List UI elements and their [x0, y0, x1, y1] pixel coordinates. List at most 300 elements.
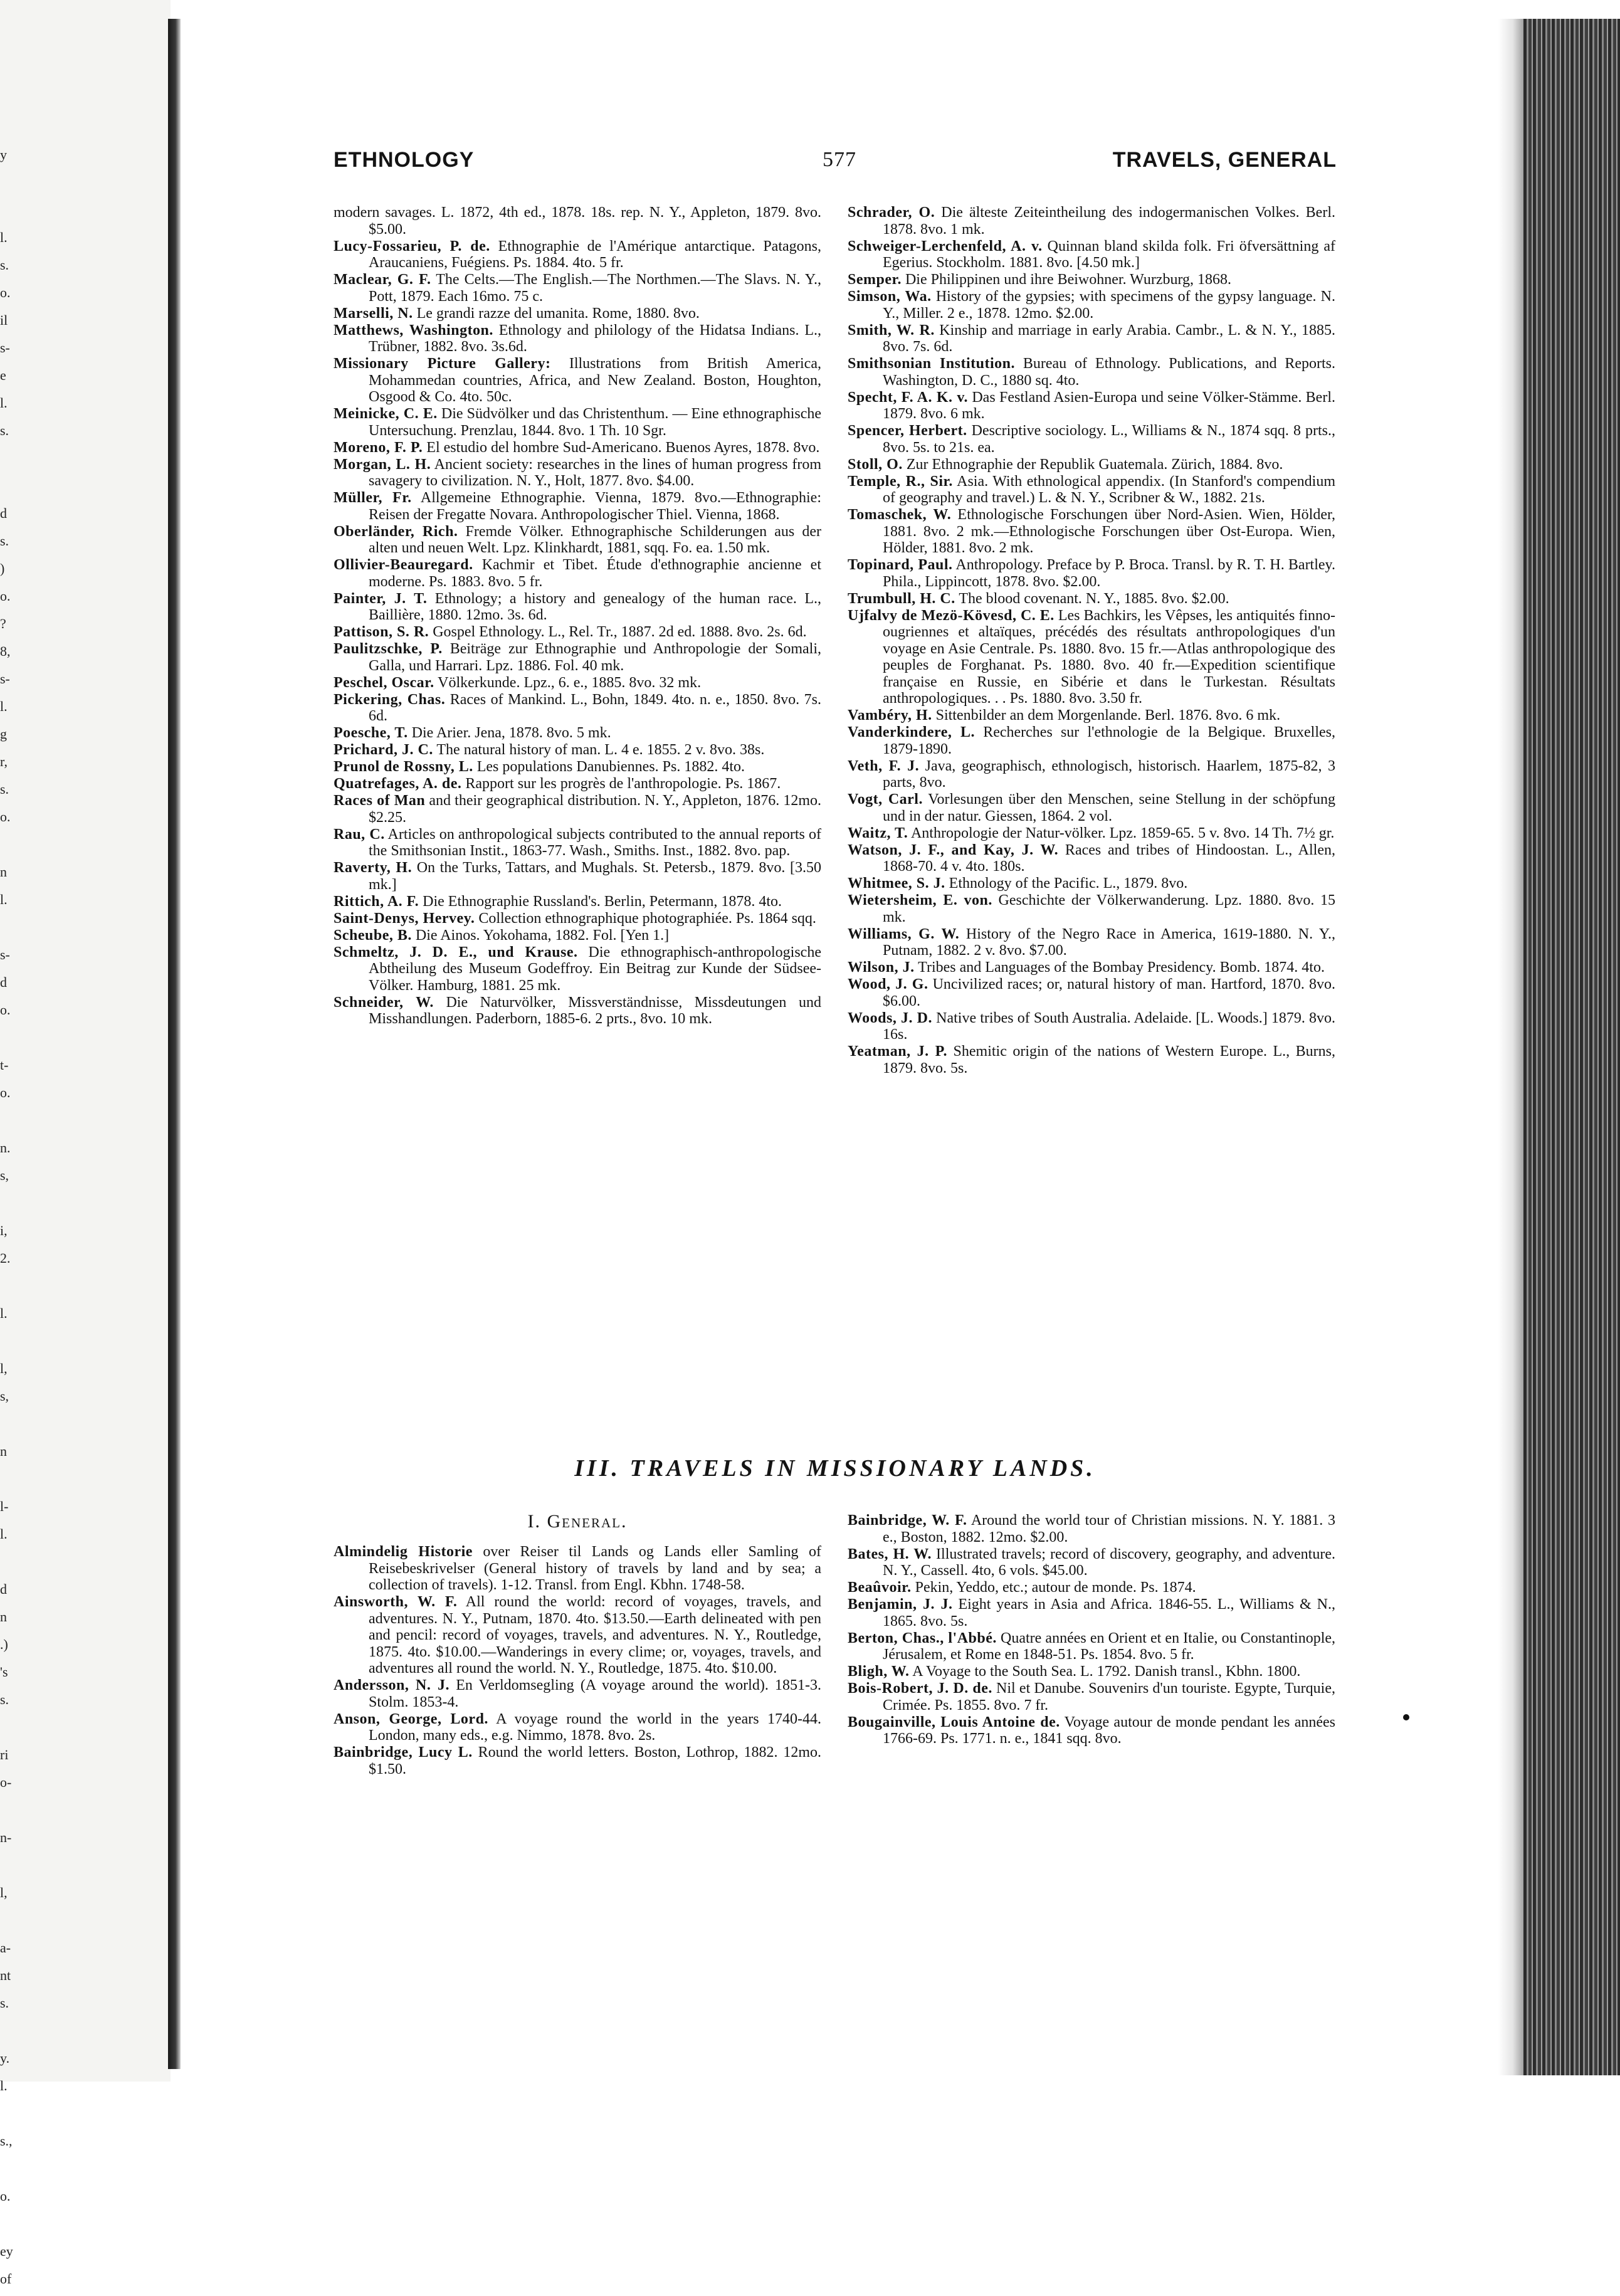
facing-page-fragment: n. [0, 1140, 11, 1156]
entry-text: Eight years in Asia and Africa. 1846-55. L., Williams & N., 1865. 8vo. 5s. [883, 1596, 1336, 1630]
entry-text: Vorlesungen über den Menschen, seine Stellung in der schöpfung und in der natur. Giessen, 1864. 2 vol. [883, 791, 1335, 824]
bibliography-entry [848, 288, 1335, 322]
entry-text: Die ethnographisch-anthropologische Abtheilung des Museum Godeffroy. Ein Beitrag zur Kunde der Südsee-Völker. Hamburg, 1881. 25 mk. [369, 944, 821, 994]
entry-author: Tomaschek, W. [848, 507, 952, 523]
facing-page-fragment: i, [0, 1223, 8, 1238]
bibliography-entry [334, 271, 821, 305]
bibliography-entry [334, 238, 821, 271]
entry-author: Meinicke, C. E. [334, 406, 438, 422]
entry-author: Wood, J. G. [848, 976, 928, 993]
entry-text: Die Ainos. Yokohama, 1882. Fol. [Yen 1.] [411, 927, 670, 944]
facing-page-fragment [0, 2103, 19, 2130]
entry-author: Quatrefages, A. de. [334, 776, 462, 792]
facing-page-edge [0, 0, 171, 2082]
entry-author: Schrader, O. [848, 204, 935, 221]
bibliography-entry [848, 1596, 1335, 1630]
facing-page-fragment: o. [0, 809, 11, 824]
entry-text: Anthropology. Preface by P. Broca. Transl. by R. T. H. Bartley. Phila., Lippincott, 1878. 8vo. $2.00. [883, 557, 1335, 590]
entry-author: Anson, George, Lord. [334, 1710, 488, 1727]
entry-text: Die Philippinen und ihre Beiwohner. Wurzburg, 1868. [901, 271, 1232, 288]
facing-page-fragment: o. [0, 285, 11, 300]
entry-text: Ethnologische Forschungen über Nord-Asien. Wien, Hölder, 1881. 8vo. 2 mk.—Ethnologische Forschungen über Ost-Europa. Wien, Hölder, 1881. 8vo. 2 mk. [883, 507, 1335, 556]
bibliography-entry [334, 456, 821, 490]
bibliography-entry [334, 860, 821, 893]
facing-page-fragment: s, [0, 1388, 9, 1404]
bibliography-entry [848, 842, 1335, 875]
entry-text: A voyage round the world in the years 1740-44. London, many eds., e.g. Nimmo, 1878. 8vo. 2s. [369, 1710, 822, 1744]
facing-page-fragment: 2. [0, 1250, 11, 1266]
entry-author: Smithsonian Institution. [848, 355, 1015, 372]
entry-text: Ethnology; a history and genealogy of the human race. L., Baillière, 1880. 12mo. 3s. 6d. [369, 590, 821, 623]
entry-text: Les populations Danubiennes. Ps. 1882. 4to. [473, 759, 745, 775]
bibliography-entry [334, 204, 821, 238]
facing-page-fragment: .) [0, 1636, 8, 1652]
bibliography-entry [848, 1680, 1335, 1714]
facing-page-fragment [0, 1855, 19, 1882]
facing-page-fragment [0, 475, 19, 503]
bibliography-entry [848, 707, 1335, 724]
bibliography-entry [334, 1594, 821, 1677]
facing-page-fragment: e [0, 367, 6, 383]
entry-text: Gospel Ethnology. L., Rel. Tr., 1887. 2d ed. 1888. 8vo. 2s. 6d. [429, 624, 807, 640]
entry-author: Prunol de Rossny, L. [334, 759, 473, 775]
facing-page-fragment: n- [0, 1830, 12, 1845]
facing-page-fragment [0, 834, 19, 861]
bibliography-entry [848, 976, 1335, 1009]
facing-page-fragment: o. [0, 2188, 11, 2204]
bibliography-entry [334, 759, 821, 776]
entry-text: Das Festland Asien-Europa und seine Völker-Stämme. Berl. 1879. 8vo. 6 mk. [883, 389, 1335, 422]
entry-text: El estudio del hombre Sud-Americano. Buenos Ayres, 1878. 8vo. [423, 439, 820, 456]
facing-page-fragment: 's [0, 1664, 8, 1680]
running-head-right: TRAVELS, GENERAL [1112, 148, 1337, 172]
bibliography-entry [334, 490, 821, 523]
entry-author: Spencer, Herbert. [848, 423, 967, 439]
facing-page-fragment: 8, [0, 643, 11, 659]
entry-author: Specht, F. A. K. v. [848, 389, 968, 406]
margin-dot [1403, 1714, 1409, 1720]
entry-text: Kinship and marriage in early Arabia. Cambr., L. & N. Y., 1885. 8vo. 7s. 6d. [883, 322, 1336, 355]
bibliography-entry [334, 322, 821, 355]
entry-text: The blood covenant. N. Y., 1885. 8vo. $2.00. [955, 590, 1229, 607]
bibliography-entry [334, 793, 821, 826]
entry-author: Maclear, G. F. [334, 271, 431, 288]
entry-author: Bois-Robert, J. D. de. [848, 1680, 992, 1697]
entry-text: Allgemeine Ethnographie. Vienna, 1879. 8vo.—Ethnographie: Reisen der Fregatte Novara. Anthropologischer Thiel. Vienna, 1868. [369, 490, 821, 523]
bibliography-entry [848, 507, 1335, 557]
entry-author: Vambéry, H. [848, 707, 932, 724]
entry-text: Illustrations from British America, Mohammedan countries, Africa, and New Zealand. Boston, Houghton, Osgood & Co. 4to. 50c. [369, 355, 821, 405]
entry-author: Trumbull, H. C. [848, 590, 955, 607]
entry-text: Illustrated travels; record of discovery, geography, and adventure. N. Y., Cassell. 4to, 6 vols. $45.00. [883, 1546, 1335, 1579]
entry-author: Whitmee, S. J. [848, 875, 945, 892]
entry-author: Raverty, H. [334, 860, 413, 876]
entry-text: modern savages. L. 1872, 4th ed., 1878. 18s. rep. N. Y., Appleton, 1879. 8vo. $5.00. [334, 204, 821, 238]
bibliography-entry [848, 1010, 1335, 1043]
entry-text: Collection ethnographique photographiée. Ps. 1864 sqq. [475, 910, 816, 927]
facing-page-fragment: l. [0, 1526, 8, 1542]
entry-text: Zur Ethnographie der Republik Guatemala. Zürich, 1884. 8vo. [902, 456, 1283, 473]
bibliography-entry [848, 204, 1335, 238]
entry-author: Woods, J. D. [848, 1009, 932, 1026]
entry-author: Smith, W. R. [848, 322, 935, 339]
entry-text: Around the world tour of Christian missions. N. Y. 1881. 3 e., Boston, 1882. 12mo. $2.00. [883, 1512, 1335, 1546]
entry-text: and their geographical distribution. N. Y., Appleton, 1876. 12mo. $2.25. [369, 793, 821, 826]
facing-page-fragment: ri [0, 1747, 9, 1762]
entry-author: Waitz, T. [848, 824, 908, 841]
bibliography-entry [848, 724, 1335, 757]
bibliography-entry [334, 692, 821, 725]
entry-author: Peschel, Oscar. [334, 674, 434, 691]
facing-page-fragment: o- [0, 1774, 12, 1790]
facing-page-fragment [0, 1413, 19, 1441]
entry-author: Beaûvoir. [848, 1579, 912, 1596]
entry-text: Völkerkunde. Lpz., 6. e., 1885. 8vo. 32 mk. [434, 674, 702, 691]
page-number: 577 [823, 148, 856, 171]
facing-page-fragment [0, 1110, 19, 1137]
entry-author: Races of Man [334, 793, 426, 809]
bibliography-entry [848, 271, 1335, 288]
column-right-ethnology [848, 204, 1335, 1077]
facing-page-fragment [0, 2158, 19, 2186]
bibliography-entry [848, 1043, 1335, 1077]
bibliography-entry [334, 725, 821, 742]
facing-page-fragment: s- [0, 947, 10, 962]
bibliography-entry [848, 456, 1335, 473]
entry-text: Asia. With ethnological appendix. (In Stanford's compendium of geography and travel.) L. & N. Y., Scribner & W., 1882. 21s. [883, 473, 1335, 506]
bibliography-entry [334, 994, 821, 1028]
running-head [334, 148, 1337, 176]
binding-shadow [168, 19, 181, 2069]
entry-author: Simson, Wa. [848, 288, 932, 305]
entry-author: Pattison, S. R. [334, 624, 429, 640]
facing-page-fragment: l. [0, 892, 8, 907]
facing-page-fragment: of [0, 2271, 12, 2287]
entry-author: Temple, R., Sir. [848, 473, 953, 490]
entry-author: Matthews, Washington. [334, 322, 493, 339]
entry-author: Berton, Chas., l'Abbé. [848, 1630, 997, 1646]
facing-page-fragment: il [0, 312, 8, 328]
facing-page-fragment: t- [0, 1057, 9, 1073]
entry-author: Benjamin, J. J. [848, 1596, 953, 1613]
facing-page-fragment [0, 917, 19, 944]
entry-author: Watson, J. F., and Kay, J. W. [848, 841, 1059, 858]
facing-page-fragment: s. [0, 533, 9, 549]
entry-text: Round the world letters. Boston, Lothrop, 1882. 12mo. $1.50. [369, 1744, 821, 1777]
entry-author: Scheube, B. [334, 927, 412, 944]
facing-page-fragment [0, 448, 19, 475]
entry-author: Wietersheim, E. von. [848, 892, 992, 908]
entry-author: Bainbridge, W. F. [848, 1512, 967, 1529]
entry-text: Die Südvölker und das Christenthum. — Eine ethnographische Untersuchung. Prenzlau, 1844. 8vo. 1 Th. 10 Sgr. [369, 406, 822, 439]
bibliography-entry [848, 423, 1335, 456]
entry-text: Ethnology of the Pacific. L., 1879. 8vo. [945, 875, 1188, 892]
bibliography-entry [848, 758, 1335, 791]
facing-page-fragment: l. [0, 395, 8, 411]
facing-page-fragment: l, [0, 1885, 8, 1900]
facing-page-fragment: nt [0, 1967, 11, 1983]
entry-text: Anthropologie der Natur-völker. Lpz. 1859-65. 5 v. 8vo. 14 Th. 7½ gr. [908, 824, 1335, 841]
facing-page-fragment: l, [0, 1361, 8, 1376]
entry-text: Descriptive sociology. L., Williams & N., 1874 sqq. 8 prts., 8vo. 5s. to 21s. ea. [883, 423, 1335, 456]
entry-author: Ollivier-Beauregard. [334, 557, 473, 573]
entry-text: Die Arier. Jena, 1878. 8vo. 5 mk. [408, 725, 611, 741]
entry-author: Semper. [848, 271, 902, 288]
entry-author: Missionary Picture Gallery: [334, 355, 551, 372]
facing-page-fragment: s- [0, 340, 10, 355]
entry-author: Ujfalvy de Mezö-Kövesd, C. E. [848, 607, 1055, 624]
entry-author: Moreno, F. P. [334, 439, 423, 456]
entry-text: Articles on anthropological subjects contributed to the annual reports of the Smithsonian Instit., 1863-77. Wash., Smiths. Inst., 1882. 8vo. pap. [369, 826, 821, 859]
bibliography-entry [848, 1714, 1335, 1747]
facing-page-fragment: s, [0, 1167, 9, 1183]
entry-author: Poesche, T. [334, 725, 408, 741]
facing-page-fragment [0, 172, 19, 199]
entry-text: Pekin, Yeddo, etc.; autour de monde. Ps. 1874. [911, 1579, 1196, 1596]
facing-page-fragment: l. [0, 1305, 8, 1321]
facing-page-fragment [0, 1193, 19, 1220]
entry-text: Fremde Völker. Ethnographische Schilderungen aus der alten und neuen Welt. Lpz. Klinkhardt, 1881, sqq. Fo. ea. 1.50 mk. [369, 523, 821, 556]
facing-page-fragment [0, 1717, 19, 1744]
entry-author: Prichard, J. C. [334, 742, 433, 758]
facing-page-fragment: s. [0, 257, 9, 273]
facing-page-fragment [0, 1551, 19, 1579]
bibliography-entry [848, 473, 1335, 507]
bibliography-entry [334, 440, 821, 456]
entry-text: The natural history of man. L. 4 e. 1855. 2 v. 8vo. 38s. [433, 742, 765, 758]
bibliography-entry [334, 742, 821, 759]
bibliography-entry [848, 825, 1335, 842]
entry-text: Le grandi razze del umanita. Rome, 1880. 8vo. [413, 305, 700, 322]
facing-page-fragment [0, 2213, 19, 2241]
entry-author: Veth, F. J. [848, 757, 920, 774]
entry-author: Oberländer, Rich. [334, 523, 458, 540]
entry-text: A Voyage to the South Sea. L. 1792. Danish transl., Kbhn. 1800. [909, 1663, 1301, 1680]
facing-page-fragment: s. [0, 1692, 9, 1707]
bibliography-entry [848, 1512, 1335, 1546]
facing-page-fragment: a- [0, 1940, 11, 1956]
entry-author: Saint-Denys, Hervey. [334, 910, 475, 927]
facing-page-fragment: s. [0, 781, 9, 797]
facing-page-fragment: n [0, 1443, 7, 1459]
entry-text: Nil et Danube. Souvenirs d'un touriste. Egypte, Turquie, Crimée. Ps. 1855. 8vo. 7 fr. [883, 1680, 1335, 1714]
running-head-left: ETHNOLOGY [334, 148, 475, 172]
bibliography-entry [848, 1579, 1335, 1596]
subsection-title: I. General. [527, 1511, 628, 1532]
bibliography-entry [334, 910, 821, 927]
bibliography-entry [848, 557, 1335, 590]
bibliography-entry [848, 1663, 1335, 1680]
entry-text: Bureau of Ethnology. Publications, and Reports. Washington, D. C., 1880 sq. 4to. [883, 355, 1335, 389]
entry-author: Vanderkindere, L. [848, 724, 976, 740]
facing-page-fragment [0, 1275, 19, 1303]
entry-text: Ancient society: researches in the lines of human progress from savagery to civilization. N. Y., Holt, 1877. 8vo. $4.00. [369, 456, 821, 489]
entry-text: Shemitic origin of the nations of Western Europe. L., Burns, 1879. 8vo. 5s. [883, 1043, 1335, 1077]
facing-page-fragment: l- [0, 1498, 9, 1514]
bibliography-entry [334, 641, 821, 674]
facing-page-fragment: s- [0, 671, 10, 687]
facing-page-fragment: o. [0, 1002, 11, 1018]
entry-author: Almindelig Historie [334, 1544, 473, 1560]
facing-page-fragment [0, 1330, 19, 1358]
bibliography-entry [334, 406, 821, 439]
entry-text: Beiträge zur Ethnographie und Anthropologie der Somali, Galla, und Harrari. Lpz. 1886. Fol. 40 mk. [369, 641, 821, 674]
facing-page-fragment: o. [0, 588, 11, 604]
bibliography-entry [334, 826, 821, 860]
entry-author: Painter, J. T. [334, 590, 428, 607]
facing-page-fragment: l. [0, 698, 8, 714]
facing-page-fragment: s. [0, 1995, 9, 2011]
entry-text: Voyage autour de monde pendant les années 1766-69. Ps. 1771. n. e., 1841 sqq. 8vo. [883, 1714, 1336, 1747]
entry-author: Bougainville, Louis Antoine de. [848, 1714, 1060, 1730]
entry-text: Ethnology and philology of the Hidatsa Indians. L., Trübner, 1882. 8vo. 3s.6d. [369, 322, 821, 355]
entry-author: Marselli, N. [334, 305, 413, 322]
facing-page-fragment [0, 1027, 19, 1055]
column-left-ethnology [334, 204, 821, 1028]
entry-author: Wilson, J. [848, 959, 915, 976]
facing-page-fragment: s. [0, 423, 9, 438]
column-left-travels [334, 1544, 821, 1778]
facing-page-fragment: n [0, 1609, 7, 1625]
facing-page-fragment: ey [0, 2243, 13, 2259]
entry-author: Schmeltz, J. D. E., und Krause. [334, 944, 578, 961]
entry-author: Paulitzschke, P. [334, 641, 443, 657]
entry-text: over Reiser til Lands og Lands eller Samling of Reisebeskrivelser (General history of travels by land and by sea; a collection of travels). 1-12. Transl. from Engl. Kbhn. 1748-58. [369, 1544, 821, 1593]
bibliography-entry [334, 893, 821, 910]
bibliography-entry [334, 1711, 821, 1744]
bibliography-entry [334, 675, 821, 692]
entry-text: Sittenbilder an dem Morgenlande. Berl. 1876. 8vo. 6 mk. [932, 707, 1281, 724]
facing-page-fragment: n [0, 864, 7, 880]
facing-page-fragment: y [0, 147, 7, 162]
entry-text: Quatre années en Orient et en Italie, ou Constantinople, Jérusalem, et Rome en 1848-51. Ps. 1854. 8vo. 5 fr. [883, 1630, 1336, 1663]
entry-author: Rittich, A. F. [334, 893, 419, 910]
bibliography-entry [848, 389, 1335, 423]
entry-author: Morgan, L. H. [334, 456, 431, 473]
bibliography-entry [848, 1546, 1335, 1579]
bibliography-entry [334, 776, 821, 793]
entry-author: Andersson, N. J. [334, 1677, 450, 1693]
entry-text: Die Naturvölker, Missverständnisse, Missdeutungen und Misshandlungen. Paderborn, 1885-6. 2 prts., 8vo. 10 mk. [369, 994, 821, 1027]
facing-page-fragment: r, [0, 754, 8, 769]
entry-text: Tribes and Languages of the Bombay Presidency. Bomb. 1874. 4to. [914, 959, 1325, 976]
entry-author: Lucy-Fossarieu, P. de. [334, 238, 490, 255]
bibliography-entry [848, 608, 1335, 707]
entry-text: Die Ethnographie Russland's. Berlin, Petermann, 1878. 4to. [419, 893, 782, 910]
column-right-travels [848, 1512, 1335, 1747]
facing-page-fragment: d [0, 974, 7, 990]
entry-text: The Celts.—The English.—The Northmen.—The Slavs. N. Y., Pott, 1879. Each 16mo. 75 c. [369, 271, 821, 305]
bibliography-entry [334, 524, 821, 557]
entry-text: Recherches sur l'ethnologie de la Belgique. Bruxelles, 1879-1890. [883, 724, 1335, 757]
book-page-edges [1523, 19, 1620, 2075]
entry-author: Williams, G. W. [848, 925, 960, 942]
facing-page-fragment: ? [0, 616, 6, 631]
bibliography-entry [334, 305, 821, 322]
entry-text: Uncivilized races; or, natural history of man. Hartford, 1870. 8vo. $6.00. [883, 976, 1335, 1009]
entry-author: Ainsworth, W. F. [334, 1594, 458, 1610]
entry-text: Ethnographie de l'Amérique antarctique. Patagons, Araucaniens, Fuégiens. Ps. 1884. 4to. 5 fr. [369, 238, 821, 271]
facing-page-fragment: g [0, 726, 7, 742]
bibliography-entry [848, 238, 1335, 271]
bibliography-entry [334, 1744, 821, 1777]
entry-text: History of the gypsies; with specimens of the gypsy language. N. Y., Miller. 2 e., 1878. 12mo. $2.00. [883, 288, 1336, 322]
entry-author: Schneider, W. [334, 994, 434, 1011]
bibliography-entry [848, 875, 1335, 892]
facing-page-fragment: d [0, 505, 7, 521]
page-edge-shadow [1498, 19, 1525, 2075]
entry-author: Yeatman, J. P. [848, 1043, 948, 1060]
bibliography-entry [848, 791, 1335, 824]
entry-text: History of the Negro Race in America, 1619-1880. N. Y., Putnam, 1882. 2 v. 8vo. $7.00. [883, 925, 1336, 959]
entry-text: Die älteste Zeiteintheilung des indogermanischen Volkes. Berl. 1878. 8vo. 1 mk. [883, 204, 1335, 238]
bibliography-entry [334, 355, 821, 406]
facing-page-fragment: o. [0, 1085, 11, 1100]
bibliography-entry [848, 926, 1335, 959]
entry-text: Quinnan bland skilda folk. Fri öfversättning af Egerius. Stockholm. 1881. 8vo. [4.50 mk.] [883, 238, 1335, 271]
facing-page-fragments [0, 144, 19, 2296]
entry-author: Müller, Fr. [334, 490, 412, 506]
entry-text: Geschichte der Völkerwanderung. Lpz. 1880. 8vo. 15 mk. [883, 892, 1335, 925]
bibliography-entry [334, 591, 821, 624]
entry-author: Bligh, W. [848, 1663, 910, 1680]
entry-author: Rau, C. [334, 826, 385, 843]
entry-text: Rapport sur les progrès de l'anthropologie. Ps. 1867. [461, 776, 781, 792]
facing-page-fragment: d [0, 1581, 7, 1597]
entry-text: Native tribes of South Australia. Adelaide. [L. Woods.] 1879. 8vo. 16s. [883, 1009, 1336, 1043]
entry-author: Topinard, Paul. [848, 557, 953, 573]
facing-page-fragment [0, 1910, 19, 1937]
entry-author: Vogt, Carl. [848, 791, 923, 808]
entry-text: En Verldomsegling (A voyage around the world). 1851-3. Stolm. 1853-4. [369, 1677, 821, 1710]
bibliography-entry [334, 557, 821, 590]
bibliography-entry [334, 1544, 821, 1594]
entry-author: Pickering, Chas. [334, 691, 446, 708]
section-title: III. TRAVELS IN MISSIONARY LANDS. [574, 1455, 1096, 1482]
bibliography-entry [334, 944, 821, 994]
entry-author: Bainbridge, Lucy L. [334, 1744, 473, 1761]
entry-text: Races of Mankind. L., Bohn, 1849. 4to. n. e., 1850. 8vo. 7s. 6d. [369, 691, 821, 724]
entry-author: Schweiger-Lerchenfeld, A. v. [848, 238, 1043, 255]
facing-page-fragment [0, 1468, 19, 1496]
entry-text: All round the world: record of voyages, travels, and adventures. N. Y., Putnam, 1870. 4to. $13.50.—Earth delineated with pen and pencil: record of voyages, travels, and adventures. N. Y., Routledge, 1875. 4to. $10.00.—Wanderings in every clime; or, voyages, travels, and adventures all round the world. N. Y., Routledge, 1875. 4to. $10.00. [369, 1594, 821, 1677]
facing-page-fragment: s., [0, 2133, 13, 2149]
entry-text: Java, geographisch, ethnologisch, historisch. Haarlem, 1875-82, 3 parts, 8vo. [883, 757, 1336, 791]
entry-text: On the Turks, Tattars, and Mughals. St. Petersb., 1879. 8vo. [3.50 mk.] [369, 860, 821, 893]
bibliography-entry [848, 322, 1335, 355]
facing-page-fragment: l. [0, 2078, 8, 2093]
facing-page-fragment [0, 1799, 19, 1827]
entry-text: Kachmir et Tibet. Étude d'ethnographie ancienne et moderne. Ps. 1883. 8vo. 5 fr. [369, 557, 821, 590]
bibliography-entry [848, 591, 1335, 608]
facing-page-fragment: ) [0, 561, 5, 576]
entry-author: Stoll, O. [848, 456, 903, 473]
bibliography-entry [334, 624, 821, 641]
facing-page-fragment: l. [0, 229, 8, 245]
bibliography-entry [334, 927, 821, 944]
bibliography-entry [848, 355, 1335, 389]
facing-page-fragment [0, 2020, 19, 2048]
bibliography-entry [848, 892, 1335, 925]
entry-text: Les Bachkirs, les Vêpses, les antiquités finno-ougriennes et altaïques, précédés des résultats anthropologiques d'un voyage en Asie Centrale. Ps. 1880. 8vo. 15 fr.—Atlas anthropologique des peuples de Forghanat. Ps. 1880. 8vo. 40 fr.—Expedition scientifique française en Russie, en Sibérie et dans le Turkestan. Résultats anthropologiques. . . Ps. 1880. 8vo. 3.50 fr. [883, 607, 1335, 707]
bibliography-entry [848, 959, 1335, 976]
entry-author: Bates, H. W. [848, 1546, 932, 1562]
facing-page-fragment: y. [0, 2050, 10, 2066]
facing-page-fragment [0, 199, 19, 227]
entry-text: Races and tribes of Hindoostan. L., Allen, 1868-70. 4 v. 4to. 180s. [883, 841, 1335, 875]
bibliography-entry [334, 1677, 821, 1710]
bibliography-entry [848, 1630, 1335, 1663]
